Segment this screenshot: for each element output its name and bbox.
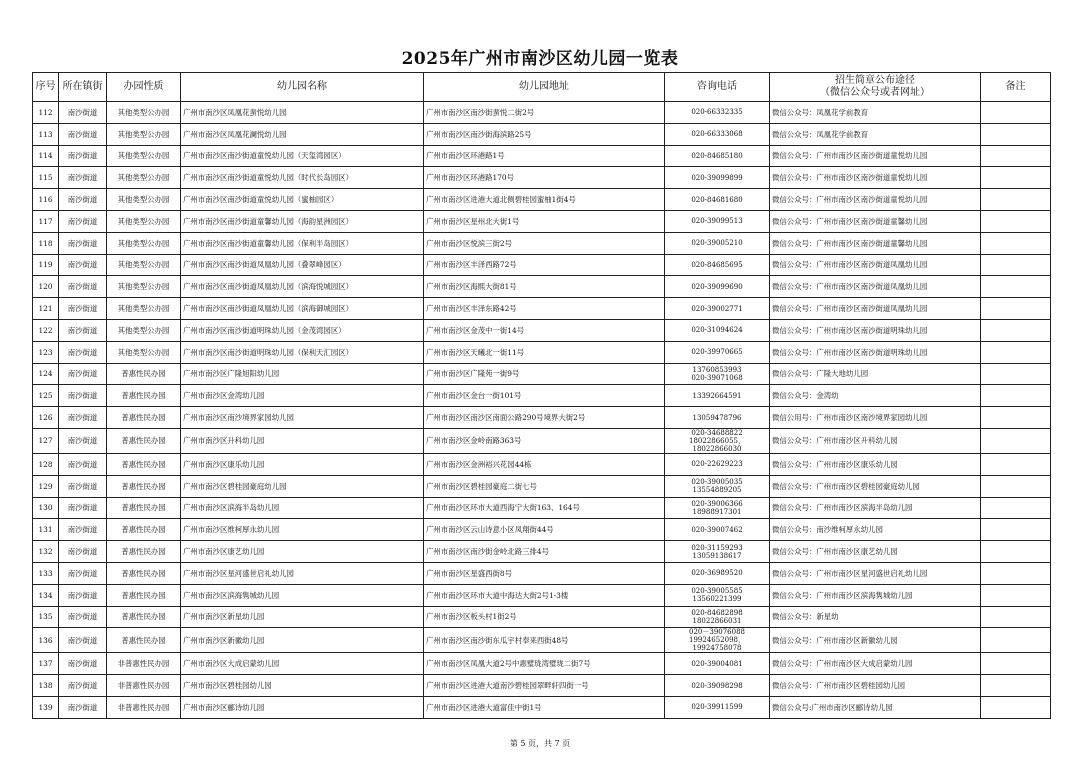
cell-address: 广州市南沙区环港路170号 (424, 167, 665, 189)
cell-seq: 112 (33, 102, 59, 124)
cell-channel: 微信公众号：广州市南沙区滨海半岛幼儿园 (770, 497, 981, 519)
cell-seq: 119 (33, 254, 59, 276)
cell-town: 南沙街道 (59, 298, 107, 320)
cell-nature: 其他类型公办园 (107, 341, 181, 363)
cell-remark (981, 606, 1051, 628)
cell-phone: 020-84685180 (665, 145, 770, 167)
cell-name: 广州市南沙区南沙街道凤凰幼儿园（叠翠峰园区） (181, 254, 424, 276)
cell-address: 广州市南沙区进港大道富佳中街1号 (424, 696, 665, 718)
table-row (33, 102, 1051, 124)
cell-channel: 微信公众号：广隆大地幼儿园 (770, 363, 981, 385)
cell-address: 广州市南沙区凤凰大道2号中惠璧珑湾璧珑二街7号 (424, 653, 665, 675)
cell-address: 广州市南沙区进港大道北侧碧桂园蜜柚1街4号 (424, 189, 665, 211)
cell-channel: 微信公众号：广州市南沙区康乐幼儿园 (770, 453, 981, 475)
cell-nature: 普惠性民办园 (107, 562, 181, 584)
cell-channel: 微信公众号：广州市南沙区新徽幼儿园 (770, 628, 981, 653)
cell-name: 广州市南沙区南沙街道童馨幼儿园（保利半岛园区） (181, 232, 424, 254)
cell-phone: 020-84685695 (665, 254, 770, 276)
cell-address: 广州市南沙区广隆苑一街9号 (424, 363, 665, 385)
cell-name: 广州市南沙区碧桂园幼儿园 (181, 675, 424, 697)
cell-nature: 非普惠性民办园 (107, 675, 181, 697)
cell-channel: 微信公众号：广州市南沙区南沙街道明珠幼儿园 (770, 319, 981, 341)
cell-seq: 117 (33, 210, 59, 232)
cell-name: 广州市南沙区康乐幼儿园 (181, 453, 424, 475)
cell-address: 广州市南沙区板头村1街2号 (424, 606, 665, 628)
cell-town: 南沙街道 (59, 319, 107, 341)
table-row (33, 428, 1051, 453)
cell-phone: 020-34688822 18022866055，18022866030 (665, 428, 770, 453)
cell-town: 南沙街道 (59, 475, 107, 497)
cell-address: 广州市南沙区天曦北一街11号 (424, 341, 665, 363)
cell-remark (981, 428, 1051, 453)
cell-name: 广州市南沙区大成启蒙幼儿园 (181, 653, 424, 675)
cell-channel: 微信公众号：广州市南沙区碧桂园豪庭幼儿园 (770, 475, 981, 497)
cell-address: 广州市南沙区海熙大街81号 (424, 276, 665, 298)
cell-seq: 124 (33, 363, 59, 385)
cell-address: 广州市南沙区金洲裕兴花园44栋 (424, 453, 665, 475)
cell-phone: 020-39005210 (665, 232, 770, 254)
table-row (33, 475, 1051, 497)
cell-town: 南沙街道 (59, 562, 107, 584)
cell-nature: 其他类型公办园 (107, 232, 181, 254)
cell-name: 广州市南沙区滨海隽城幼儿园 (181, 584, 424, 606)
cell-address: 广州市南沙区金台一街101号 (424, 385, 665, 407)
cell-channel: 微信公众号：金湾幼 (770, 385, 981, 407)
cell-channel: 微信公众号：南沙维柯厚永幼儿园 (770, 519, 981, 541)
cell-phone: 020-39005585 13560221399 (665, 584, 770, 606)
table-row (33, 385, 1051, 407)
table-row (33, 541, 1051, 563)
cell-remark (981, 276, 1051, 298)
page-footer: 第 5 页，共 7 页 (509, 739, 571, 748)
cell-town: 南沙街道 (59, 519, 107, 541)
cell-name: 广州市南沙区凤凰花蜚悦幼儿园 (181, 102, 424, 124)
cell-channel: 微信公众号：广州市南沙区升科幼儿园 (770, 428, 981, 453)
cell-seq: 134 (33, 584, 59, 606)
cell-remark (981, 584, 1051, 606)
cell-name: 广州市南沙区升科幼儿园 (181, 428, 424, 453)
cell-channel: 微信公众号：广州市南沙区南沙街道凤凰幼儿园 (770, 298, 981, 320)
cell-phone: 020-66332335 (665, 102, 770, 124)
cell-name: 广州市南沙区滨海半岛幼儿园 (181, 497, 424, 519)
cell-town: 南沙街道 (59, 453, 107, 475)
cell-remark (981, 562, 1051, 584)
cell-phone: 020-39099690 (665, 276, 770, 298)
cell-nature: 其他类型公办园 (107, 145, 181, 167)
header-name: 幼儿园名称 (181, 73, 424, 102)
cell-nature: 普惠性民办园 (107, 475, 181, 497)
table-row (33, 519, 1051, 541)
cell-seq: 133 (33, 562, 59, 584)
table-header-row (33, 73, 1051, 102)
header-nature: 办园性质 (107, 73, 181, 102)
cell-name: 广州市南沙区南沙街道凤凰幼儿园（滨海悦城园区） (181, 276, 424, 298)
cell-name: 广州市南沙区南沙街道明珠幼儿园（保利天汇园区） (181, 341, 424, 363)
cell-remark (981, 519, 1051, 541)
cell-phone: 020-39098298 (665, 675, 770, 697)
cell-address: 广州市南沙区环市大道西海宁大街163、164号 (424, 497, 665, 519)
cell-town: 南沙街道 (59, 189, 107, 211)
cell-seq: 135 (33, 606, 59, 628)
cell-phone: 020-22629223 (665, 453, 770, 475)
cell-seq: 122 (33, 319, 59, 341)
table-row (33, 189, 1051, 211)
cell-nature: 普惠性民办园 (107, 453, 181, 475)
cell-seq: 125 (33, 385, 59, 407)
table-row (33, 696, 1051, 718)
cell-nature: 普惠性民办园 (107, 407, 181, 429)
table-row (33, 341, 1051, 363)
cell-name: 广州市南沙区南沙街道明珠幼儿园（金茂湾园区） (181, 319, 424, 341)
cell-name: 广州市南沙区维柯厚永幼儿园 (181, 519, 424, 541)
cell-channel: 微信公众号：广州市南沙区碧桂园幼儿园 (770, 675, 981, 697)
cell-phone: 020-31159293 13059138617 (665, 541, 770, 563)
cell-seq: 137 (33, 653, 59, 675)
cell-address: 广州市南沙区南沙区南面公路290号境界大街2号 (424, 407, 665, 429)
cell-channel: 微信公众号：新星幼 (770, 606, 981, 628)
cell-address: 广州市南沙区金岭南路363号 (424, 428, 665, 453)
cell-channel: 微信公众号：凤凰花学前教育 (770, 123, 981, 145)
cell-address: 广州市南沙区悦滨三街2号 (424, 232, 665, 254)
cell-nature: 其他类型公办园 (107, 276, 181, 298)
cell-nature: 普惠性民办园 (107, 363, 181, 385)
cell-name: 广州市南沙区康艺幼儿园 (181, 541, 424, 563)
cell-name: 广州市南沙区南沙街道童馨幼儿园（海韵星洲园区） (181, 210, 424, 232)
table-row (33, 210, 1051, 232)
table-row (33, 145, 1051, 167)
cell-town: 南沙街道 (59, 606, 107, 628)
cell-town: 南沙街道 (59, 254, 107, 276)
cell-remark (981, 232, 1051, 254)
cell-town: 南沙街道 (59, 167, 107, 189)
cell-seq: 138 (33, 675, 59, 697)
cell-channel: 微信公众号：广州市南沙区南沙街道童馨幼儿园 (770, 232, 981, 254)
cell-remark (981, 453, 1051, 475)
cell-address: 广州市南沙区南沙街东瓜宇村奉来西街48号 (424, 628, 665, 653)
cell-address: 广州市南沙区金茂中一街14号 (424, 319, 665, 341)
cell-nature: 普惠性民办园 (107, 428, 181, 453)
cell-town: 南沙街道 (59, 541, 107, 563)
cell-seq: 127 (33, 428, 59, 453)
table-row (33, 363, 1051, 385)
cell-nature: 其他类型公办园 (107, 210, 181, 232)
cell-channel: 微信公众号：广州市南沙区南沙街道童馨幼儿园 (770, 210, 981, 232)
cell-channel: 微信公众号：广州市南沙区南沙街道童悦幼儿园 (770, 145, 981, 167)
kindergarten-table (32, 72, 1051, 719)
cell-town: 南沙街道 (59, 145, 107, 167)
cell-nature: 其他类型公办园 (107, 298, 181, 320)
cell-name: 广州市南沙区郦诗幼儿园 (181, 696, 424, 718)
cell-name: 广州市南沙区新星幼儿园 (181, 606, 424, 628)
table-row (33, 653, 1051, 675)
cell-name: 广州市南沙区碧桂园豪庭幼儿园 (181, 475, 424, 497)
cell-seq: 132 (33, 541, 59, 563)
table-row (33, 584, 1051, 606)
cell-nature: 其他类型公办园 (107, 189, 181, 211)
cell-name: 广州市南沙区广隆旭阳幼儿园 (181, 363, 424, 385)
cell-seq: 113 (33, 123, 59, 145)
cell-nature: 其他类型公办园 (107, 123, 181, 145)
cell-nature: 普惠性民办园 (107, 541, 181, 563)
cell-phone: 020-39099899 (665, 167, 770, 189)
cell-remark (981, 675, 1051, 697)
cell-address: 广州市南沙区星州北大街1号 (424, 210, 665, 232)
cell-remark (981, 102, 1051, 124)
cell-seq: 121 (33, 298, 59, 320)
cell-phone: 020-39970665 (665, 341, 770, 363)
header-channel-line2: （微信公众号或者网址） (820, 87, 930, 98)
cell-seq: 128 (33, 453, 59, 475)
cell-nature: 普惠性民办园 (107, 584, 181, 606)
cell-town: 南沙街道 (59, 628, 107, 653)
header-town: 所在镇街 (59, 73, 107, 102)
cell-remark (981, 319, 1051, 341)
cell-channel: 微信公众号：广州市南沙区南沙街道明珠幼儿园 (770, 341, 981, 363)
cell-remark (981, 628, 1051, 653)
cell-seq: 139 (33, 696, 59, 718)
cell-nature: 其他类型公办园 (107, 167, 181, 189)
cell-remark (981, 475, 1051, 497)
cell-nature: 其他类型公办园 (107, 102, 181, 124)
table-row (33, 254, 1051, 276)
cell-remark (981, 363, 1051, 385)
cell-remark (981, 189, 1051, 211)
header-seq: 序号 (33, 73, 59, 102)
cell-seq: 129 (33, 475, 59, 497)
header-channel-line1: 招生简章公布途径 (835, 75, 915, 86)
table-row (33, 232, 1051, 254)
table-row (33, 606, 1051, 628)
header-address: 幼儿园地址 (424, 73, 665, 102)
table-row (33, 453, 1051, 475)
cell-channel: 微信公众号：广州市南沙区康艺幼儿园 (770, 541, 981, 563)
cell-remark (981, 385, 1051, 407)
cell-channel: 微信公众号：广州市南沙区星河盛世启礼幼儿园 (770, 562, 981, 584)
header-phone: 咨询电话 (665, 73, 770, 102)
table-row (33, 167, 1051, 189)
cell-town: 南沙街道 (59, 123, 107, 145)
cell-phone: 020-31094624 (665, 319, 770, 341)
cell-nature: 普惠性民办园 (107, 519, 181, 541)
cell-name: 广州市南沙区南沙街道童悦幼儿园（时代长岛园区） (181, 167, 424, 189)
cell-phone: 020-66333068 (665, 123, 770, 145)
cell-phone: 13392664591 (665, 385, 770, 407)
cell-town: 南沙街道 (59, 385, 107, 407)
cell-town: 南沙街道 (59, 232, 107, 254)
table-row (33, 497, 1051, 519)
cell-channel: 微信公众号：广州市南沙区南沙街道童悦幼儿园 (770, 167, 981, 189)
cell-seq: 123 (33, 341, 59, 363)
cell-name: 广州市南沙区南沙街道凤凰幼儿园（滨海御城园区） (181, 298, 424, 320)
cell-phone: 020-39004081 (665, 653, 770, 675)
table-row (33, 298, 1051, 320)
cell-town: 南沙街道 (59, 497, 107, 519)
cell-town: 南沙街道 (59, 276, 107, 298)
cell-phone: 020-39007462 (665, 519, 770, 541)
cell-channel: 微信公众号：广州市南沙区滨海隽城幼儿园 (770, 584, 981, 606)
cell-name: 广州市南沙区南沙境界家园幼儿园 (181, 407, 424, 429)
cell-name: 广州市南沙区星河盛世启礼幼儿园 (181, 562, 424, 584)
cell-name: 广州市南沙区南沙街道童悦幼儿园（蜜柚园区） (181, 189, 424, 211)
header-remark: 备注 (981, 73, 1051, 102)
cell-seq: 116 (33, 189, 59, 211)
cell-phone: 020-36989520 (665, 562, 770, 584)
cell-remark (981, 407, 1051, 429)
cell-phone: 020-84681680 (665, 189, 770, 211)
cell-seq: 130 (33, 497, 59, 519)
cell-remark (981, 210, 1051, 232)
cell-remark (981, 696, 1051, 718)
cell-address: 广州市南沙区南沙街海滨路25号 (424, 123, 665, 145)
cell-town: 南沙街道 (59, 363, 107, 385)
cell-phone: 13760853993 020-39071068 (665, 363, 770, 385)
cell-phone: 020-39006366 18988917301 (665, 497, 770, 519)
cell-remark (981, 341, 1051, 363)
cell-nature: 非普惠性民办园 (107, 696, 181, 718)
cell-address: 广州市南沙区丰泽西路72号 (424, 254, 665, 276)
cell-channel: 微信公众号：广州市南沙区南沙街道凤凰幼儿园 (770, 276, 981, 298)
cell-address: 广州市南沙区进港大道南沙碧桂园翠畔轩四街一号 (424, 675, 665, 697)
cell-address: 广州市南沙区南沙街金岭北路三排4号 (424, 541, 665, 563)
cell-phone: 020-84682898 18022866031 (665, 606, 770, 628)
cell-nature: 普惠性民办园 (107, 497, 181, 519)
cell-name: 广州市南沙区凤凰花澜悦幼儿园 (181, 123, 424, 145)
cell-nature: 普惠性民办园 (107, 628, 181, 653)
cell-phone: 020-39002771 (665, 298, 770, 320)
cell-seq: 115 (33, 167, 59, 189)
cell-nature: 其他类型公办园 (107, 319, 181, 341)
cell-remark (981, 497, 1051, 519)
cell-address: 广州市南沙区环港路1号 (424, 145, 665, 167)
cell-seq: 114 (33, 145, 59, 167)
cell-nature: 普惠性民办园 (107, 385, 181, 407)
cell-remark (981, 653, 1051, 675)
cell-name: 广州市南沙区新徽幼儿园 (181, 628, 424, 653)
cell-address: 广州市南沙区星盛西街8号 (424, 562, 665, 584)
cell-remark (981, 167, 1051, 189)
cell-address: 广州市南沙区丰泽东路42号 (424, 298, 665, 320)
table-row (33, 628, 1051, 653)
cell-seq: 131 (33, 519, 59, 541)
cell-address: 广州市南沙区南沙街蜚悦二街2号 (424, 102, 665, 124)
cell-remark (981, 298, 1051, 320)
cell-town: 南沙街道 (59, 341, 107, 363)
page-title: 2025年广州市南沙区幼儿园一览表 (401, 49, 679, 69)
table-row (33, 319, 1051, 341)
cell-channel: 微信公用号：广州市南沙区南沙境界家园幼儿园 (770, 407, 981, 429)
cell-town: 南沙街道 (59, 407, 107, 429)
cell-name: 广州市南沙区金湾幼儿园 (181, 385, 424, 407)
cell-town: 南沙街道 (59, 102, 107, 124)
cell-channel: 微信公众号：广州市南沙区南沙街道凤凰幼儿园 (770, 254, 981, 276)
table-row (33, 675, 1051, 697)
cell-remark (981, 123, 1051, 145)
cell-seq: 126 (33, 407, 59, 429)
cell-address: 广州市南沙区碧桂园豪庭二街七号 (424, 475, 665, 497)
cell-town: 南沙街道 (59, 653, 107, 675)
cell-phone: 020-39911599 (665, 696, 770, 718)
table-row (33, 562, 1051, 584)
cell-town: 南沙街道 (59, 428, 107, 453)
cell-name: 广州市南沙区南沙街道童悦幼儿园（天玺湾园区） (181, 145, 424, 167)
cell-town: 南沙街道 (59, 584, 107, 606)
cell-nature: 其他类型公办园 (107, 254, 181, 276)
cell-town: 南沙街道 (59, 210, 107, 232)
cell-seq: 118 (33, 232, 59, 254)
cell-remark (981, 145, 1051, 167)
cell-phone: 020-39005035 13554889205 (665, 475, 770, 497)
cell-town: 南沙街道 (59, 675, 107, 697)
cell-channel: 微信公众号：广州市南沙区大成启蒙幼儿园 (770, 653, 981, 675)
cell-nature: 非普惠性民办园 (107, 653, 181, 675)
cell-seq: 136 (33, 628, 59, 653)
cell-channel: 微信公众号：广州市南沙区南沙街道童悦幼儿园 (770, 189, 981, 211)
table-body (33, 102, 1051, 719)
cell-phone: 020-39099513 (665, 210, 770, 232)
cell-channel: 微信公众号:广州市南沙区郦诗幼儿园 (770, 696, 981, 718)
cell-phone: 020－39076088 19924652098，19924758078 (665, 628, 770, 653)
cell-phone: 13059478796 (665, 407, 770, 429)
table-row (33, 123, 1051, 145)
cell-channel: 微信公众号：凤凰花学前教育 (770, 102, 981, 124)
header-channel (770, 73, 981, 102)
cell-remark (981, 541, 1051, 563)
table-row (33, 276, 1051, 298)
cell-town: 南沙街道 (59, 696, 107, 718)
cell-remark (981, 254, 1051, 276)
cell-nature: 普惠性民办园 (107, 606, 181, 628)
cell-address: 广州市南沙区环市大道中海达大街2号1-3楼 (424, 584, 665, 606)
cell-seq: 120 (33, 276, 59, 298)
cell-address: 广州市南沙区云山诗意小区凤翔街44号 (424, 519, 665, 541)
table-row (33, 407, 1051, 429)
